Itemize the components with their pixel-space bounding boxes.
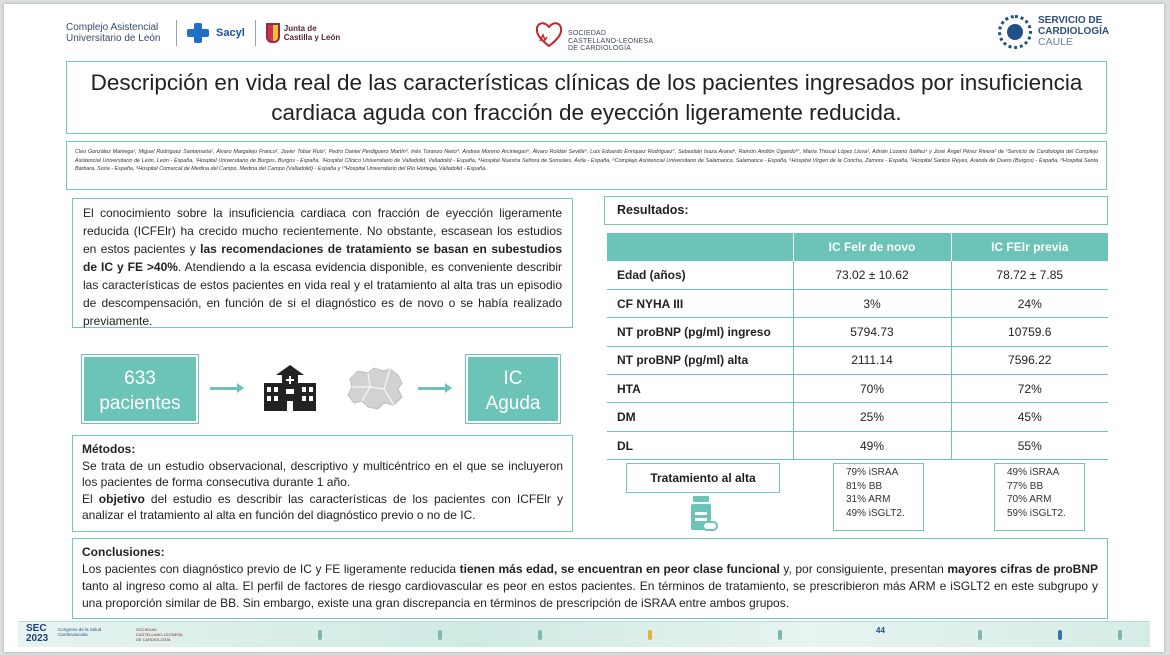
row-label: NT proBNP (pg/ml) alta xyxy=(607,346,793,374)
column-header: IC Felr de novo xyxy=(793,233,951,261)
poster-title: Descripción en vida real de las características clínicas de los pacientes ingresados por insuficiencia cardiaca aguda con fracción de eyección ligeramente reducida. xyxy=(66,61,1107,134)
cell-novo: 25% xyxy=(793,403,951,431)
results-table xyxy=(607,233,1108,460)
service-logo: SERVICIO DE CARDIOLOGÍA CAULE xyxy=(998,15,1109,49)
junta-logo: Junta de Castilla y León xyxy=(266,23,340,43)
congress-number: 44 xyxy=(876,626,885,635)
row-label: Edad (años) xyxy=(607,261,793,289)
table-row xyxy=(607,261,1108,289)
cell-previa: 78.72 ± 7.85 xyxy=(951,261,1108,289)
sec-subtitle: Congreso de la Salud Cardiovascular xyxy=(58,627,102,637)
treatment-label: Tratamiento al alta xyxy=(626,463,780,493)
arrow-right-icon xyxy=(418,387,448,390)
treatment-list-previa: 49% iSRAA 77% BB 70% ARM 59% iSGLT2. xyxy=(994,463,1085,531)
conclusions xyxy=(72,538,1108,619)
arrow-right-icon xyxy=(210,387,240,390)
hospital-icon xyxy=(262,363,318,413)
methods-title: Métodos: xyxy=(82,442,136,456)
cell-previa: 45% xyxy=(951,403,1108,431)
cell-previa: 72% xyxy=(951,375,1108,403)
decoration xyxy=(778,630,782,640)
table-header xyxy=(607,233,1108,261)
cell-previa: 7596.22 xyxy=(951,346,1108,374)
footer-banner xyxy=(18,621,1150,647)
treatment-list-novo: 79% iSRAA 81% BB 31% ARM 49% iSGLT2. xyxy=(833,463,924,531)
divider xyxy=(176,20,177,46)
column-header: IC FElr previa xyxy=(951,233,1108,261)
conclusions-title: Conclusiones: xyxy=(82,545,165,559)
cell-previa: 10759.6 xyxy=(951,318,1108,346)
cell-novo: 73.02 ± 10.62 xyxy=(793,261,951,289)
methods-objective: El objetivo del estudio es describir las características de los pacientes con ICFElr y analizar el tratamiento al alta en función del diagnóstico previo o no de IC. xyxy=(82,491,563,522)
poster xyxy=(4,4,1164,652)
society-logo: SOCIEDAD CASTELLANO-LEONESA DE CARDIOLOGÍA xyxy=(534,16,653,53)
table-row xyxy=(607,403,1108,431)
sacyl-icon xyxy=(187,23,211,43)
cell-novo: 49% xyxy=(793,431,951,459)
row-label: DL xyxy=(607,431,793,459)
decoration xyxy=(538,630,542,640)
conclusions-text: Los pacientes con diagnóstico previo de IC y FE ligeramente reducida tienen más edad, se encuentran en peor clase funcional y, por consiguiente, presentan mayores cifras de proBNP tanto al ingreso como al alta. El perfil de factores de riesgo cardiovascular es peor en estos pacientes. En términos de tratamiento, se prescribieron más ARM e iSGLT2 en este subgrupo y una proporción similar de BB. Sin embargo, existe una gran discrepancia en términos de prescripción de iSRAA entre ambos grupos. xyxy=(82,562,1098,610)
cell-novo: 2111.14 xyxy=(793,346,951,374)
heart-logo-icon xyxy=(534,19,564,49)
row-label: HTA xyxy=(607,375,793,403)
decoration xyxy=(438,630,442,640)
row-label: NT proBNP (pg/ml) ingreso xyxy=(607,318,793,346)
results-title: Resultados: xyxy=(604,196,1108,225)
pill-bottle-icon xyxy=(689,496,719,532)
cell-novo: 70% xyxy=(793,375,951,403)
methods xyxy=(72,435,573,532)
study-flow xyxy=(82,355,560,423)
row-label: DM xyxy=(607,403,793,431)
decoration xyxy=(1058,630,1062,640)
table-row xyxy=(607,346,1108,374)
cell-novo: 3% xyxy=(793,289,951,317)
introduction: El conocimiento sobre la insuficiencia cardiaca con fracción de eyección ligeramente reducida (ICFElr) ha crecido mucho recientemente. No obstante, escasean los estudios en estos pacientes y las recomendaciones de tratamiento se basan en subestudios de IC y FE >40%. Atendiendo a la escasa evidencia disponible, es conveniente describir las características de estos pacientes en vida real y el tratamiento al alta tras un episodio de descompensación, en función de si el diagnóstico es de novo o se había realizado previamente. xyxy=(72,198,573,328)
methods-text: Se trata de un estudio observacional, descriptivo y multicéntrico en el que se incluyeron los pacientes de forma consecutiva durante 1 año. xyxy=(82,458,563,489)
decoration xyxy=(1118,630,1122,640)
institution-logos xyxy=(66,20,340,46)
table-row xyxy=(607,318,1108,346)
acute-hf-box: IC Aguda xyxy=(466,355,560,423)
decoration xyxy=(978,630,982,640)
hospital-name: Complejo Asistencial Universitario de León xyxy=(66,22,161,44)
cell-previa: 24% xyxy=(951,289,1108,317)
map-icon xyxy=(344,365,406,413)
authors: Cleo González Maniega¹, Miguel Rodríguez Santamarta¹, Álvaro Margalejo Franco¹, Javier Tobar Ruiz², Pedro Daniel Perdiguero Martín³, Inés Toranzo Nieto⁴, Andrea Moreno Arciniegas⁵, Álvaro Roldán Sevilla⁶, Luis Eduardo Enríquez Rodríguez⁷, Sebastián Isaza Arana⁸, Ramón Andión Ogando¹⁰, María Thiscal López Lluva¹, Adrián Lozano Ibáñez¹ y José Ángel Pérez Rivera² de ¹Servicio de Cardiología del Complejo Asistencial Universitario de León, León - España, ²Hospital Universitario de Burgos, Burgos - España, ³Hospital Clínico Universitario de Valladolid, Valladolid - España, ⁴Hospital Nuestra Señora de Sonsoles, Ávila - España, ⁵Complejo Asistencial Universitario de Salamanca, Salamanca - España, ⁶Hospital Virgen de la Concha, Zamora - España, ⁷Hospital Santos Reyes, Aranda de Duero (Burgos) - España, ⁸Hospital Santa Bárbara, Soria - España, ⁹Hospital Comarcal de Medina del Campo, Medina del Campo (Valladolid) - España y ¹⁰Hospital Universitario del Río Hortega, Valladolid - España. xyxy=(66,141,1107,190)
sacyl-logo: Sacyl xyxy=(187,23,245,43)
divider xyxy=(255,20,256,46)
decoration xyxy=(648,630,652,640)
shield-icon xyxy=(266,23,280,43)
globe-logo-icon xyxy=(998,15,1032,49)
cell-novo: 5794.73 xyxy=(793,318,951,346)
footer-society: SOCIEDAD CASTELLANO-LEONESA DE CARDIOLOGÍA xyxy=(136,627,183,642)
row-label: CF NYHA III xyxy=(607,289,793,317)
table-row xyxy=(607,289,1108,317)
decoration xyxy=(318,630,322,640)
sec-logo: SEC 2023 xyxy=(26,623,49,644)
patients-box: 633 pacientes xyxy=(82,355,198,423)
table-row xyxy=(607,431,1108,459)
table-row xyxy=(607,375,1108,403)
cell-previa: 55% xyxy=(951,431,1108,459)
